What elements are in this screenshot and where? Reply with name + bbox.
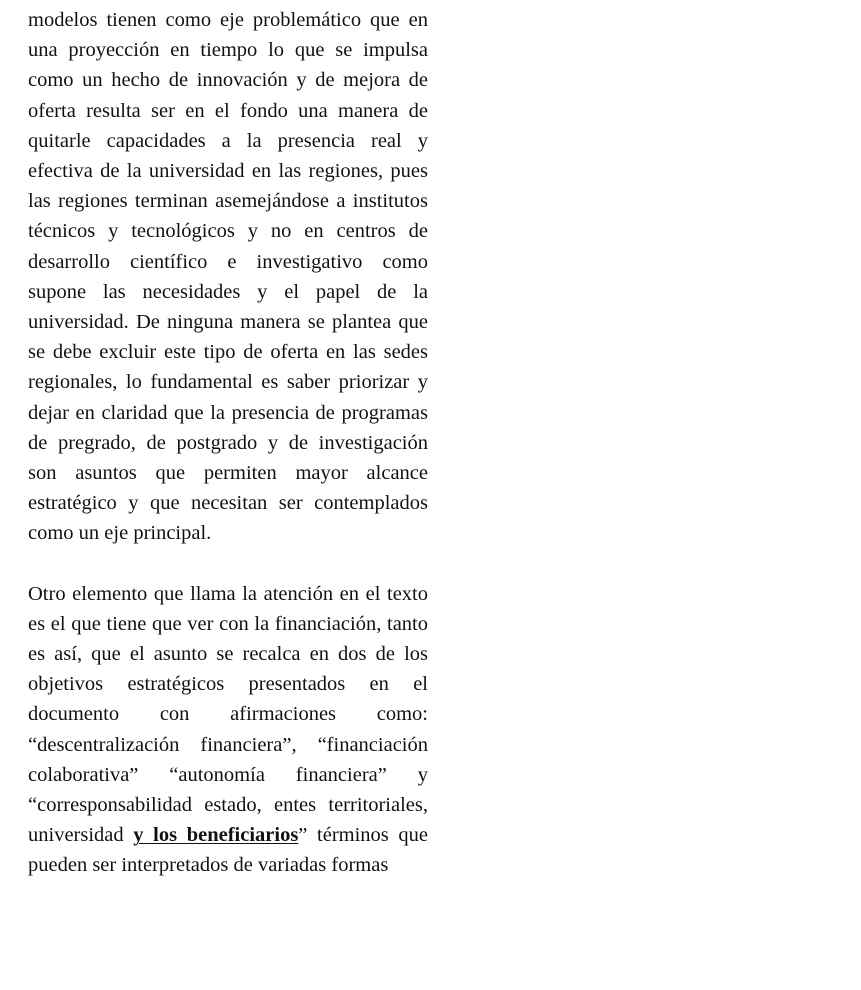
paragraph-1: modelos tienen como eje problemático que en una proyección en tiempo lo que se impulsa como un hecho de innovación y de mejora de oferta resulta ser en el fondo una manera de quitarle capacidades a la presencia real y efectiva de la universidad en las regiones, pues las regiones terminan asemejándose a institutos técnicos y tecnológicos y no en centros de desarrollo científico e investigativo como supone las necesidades y el papel de la universidad. De ninguna manera se plantea que se debe excluir este tipo de oferta en las sedes regionales, lo fundamental es saber priorizar y dejar en claridad que la presencia de programas de pregrado, de postgrado y de investigación son asuntos que permiten mayor alcance estratégico y que necesitan ser contemplados como un eje principal. <box>28 9 428 545</box>
paragraph-2-emphasis: y los beneficiarios <box>133 824 299 847</box>
document-page <box>28 5 428 881</box>
paragraph-2-text-before: Otro elemento que llama la atención en el texto es el que tiene que ver con la financiación, tanto es así, que el asunto se recalca en dos de los objetivos estratégicos presentados en el documento con afirmaciones como: “descentralización financiera”, “financiación colaborativa” “autonomía financiera” y “corresponsabilidad estado, entes territoriales, universidad <box>28 582 428 847</box>
paragraph-2-text-after: ” términos que pueden ser interpretados de variadas formas <box>28 824 428 877</box>
paragraph-2 <box>28 579 428 881</box>
